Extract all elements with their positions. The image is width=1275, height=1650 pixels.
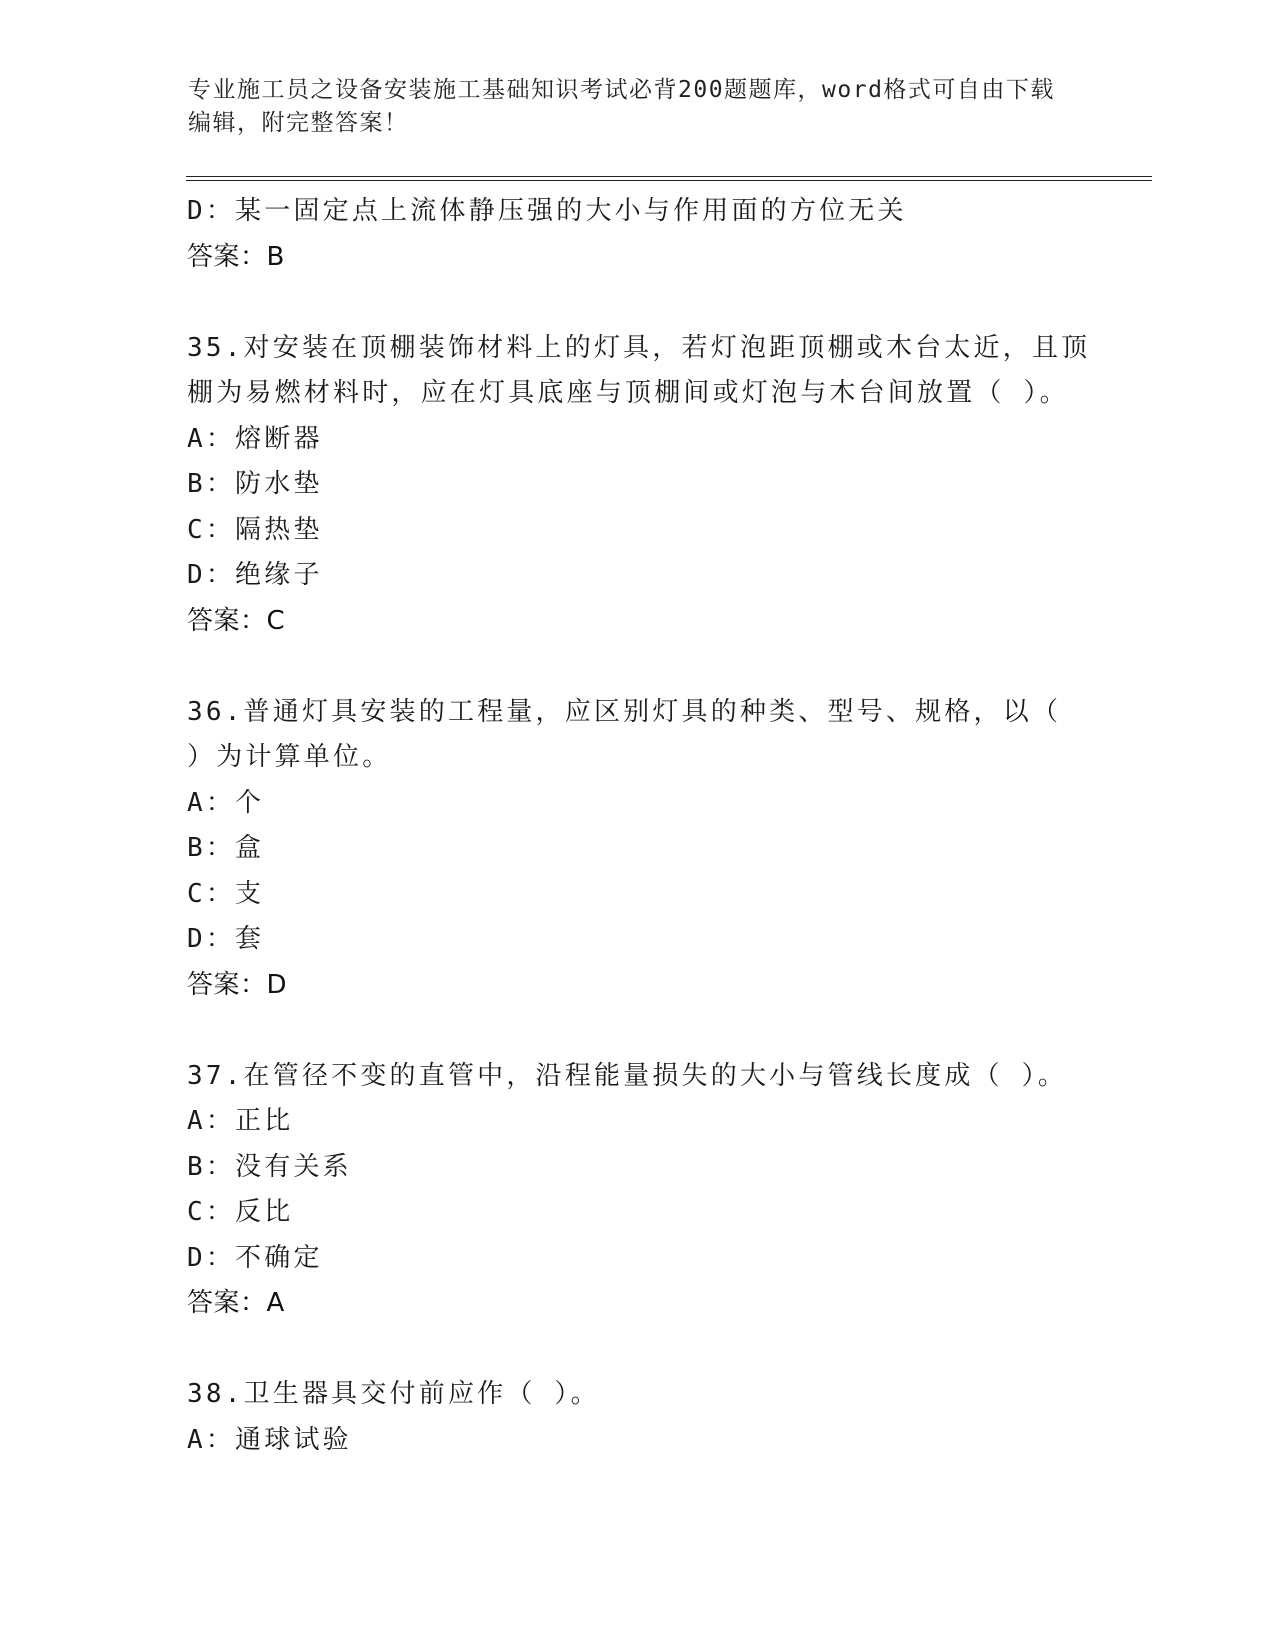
question-37 [187,1054,1097,1327]
question-36-text-line-2: ）为计算单位。 [187,742,392,772]
question-35-answer: 答案：C [187,605,286,636]
question-35-option-c: C：隔热垫 [187,514,323,545]
question-35-option-a: A：熔断器 [187,423,323,454]
question-37-option-a: A：正比 [187,1106,294,1136]
header-divider [186,176,1152,181]
spacer [187,1327,1097,1373]
question-37-answer: 答案：A [187,1288,285,1318]
question-38-option-a: A：通球试验 [187,1424,352,1455]
question-38 [187,1372,1097,1463]
question-36-text-line-1: 36.普通灯具安装的工程量，应区别灯具的种类、型号、规格，以（ [187,696,1062,727]
question-35 [187,326,1097,645]
question-36-option-a: A：个 [187,787,265,818]
question-35-text-line-1: 35.对安装在顶棚装饰材料上的灯具，若灯泡距顶棚或木台太近，且顶 [187,332,1091,363]
header-title-line-2: 编辑，附完整答案！ [188,110,409,136]
question-36-option-d: D：套 [187,924,265,954]
question-37-option-c: C：反比 [187,1197,294,1227]
question-37-option-d: D：不确定 [187,1242,323,1273]
spacer [187,1008,1097,1054]
question-37-text-line-1: 37.在管径不变的直管中，沿程能量损失的大小与管线长度成（ ）。 [187,1060,1068,1091]
question-list [187,189,1097,1463]
question-38-text-line-1: 38.卫生器具交付前应作（ ）。 [187,1379,600,1409]
header-title-line-1: 专业施工员之设备安装施工基础知识考试必背200题题库，word格式可自由下载 [188,77,1055,103]
question-36-answer: 答案：D [187,969,288,1000]
spacer [187,280,1097,326]
spacer [187,644,1097,690]
question-36-option-b: B：盒 [187,833,265,863]
document-header [188,74,1088,140]
question-36 [187,690,1097,1009]
question-35-text-line-2: 棚为易燃材料时，应在灯具底座与顶棚间或灯泡与木台间放置（ ）。 [187,378,1069,408]
question-34-answer: 答案：B [187,241,285,272]
question-34-option-d: D：某一固定点上流体静压强的大小与作用面的方位无关 [187,196,907,226]
question-35-option-d: D：绝缘子 [187,560,323,590]
question-36-option-c: C：支 [187,878,265,909]
question-37-option-b: B：没有关系 [187,1151,352,1182]
question-35-option-b: B：防水垫 [187,469,323,499]
